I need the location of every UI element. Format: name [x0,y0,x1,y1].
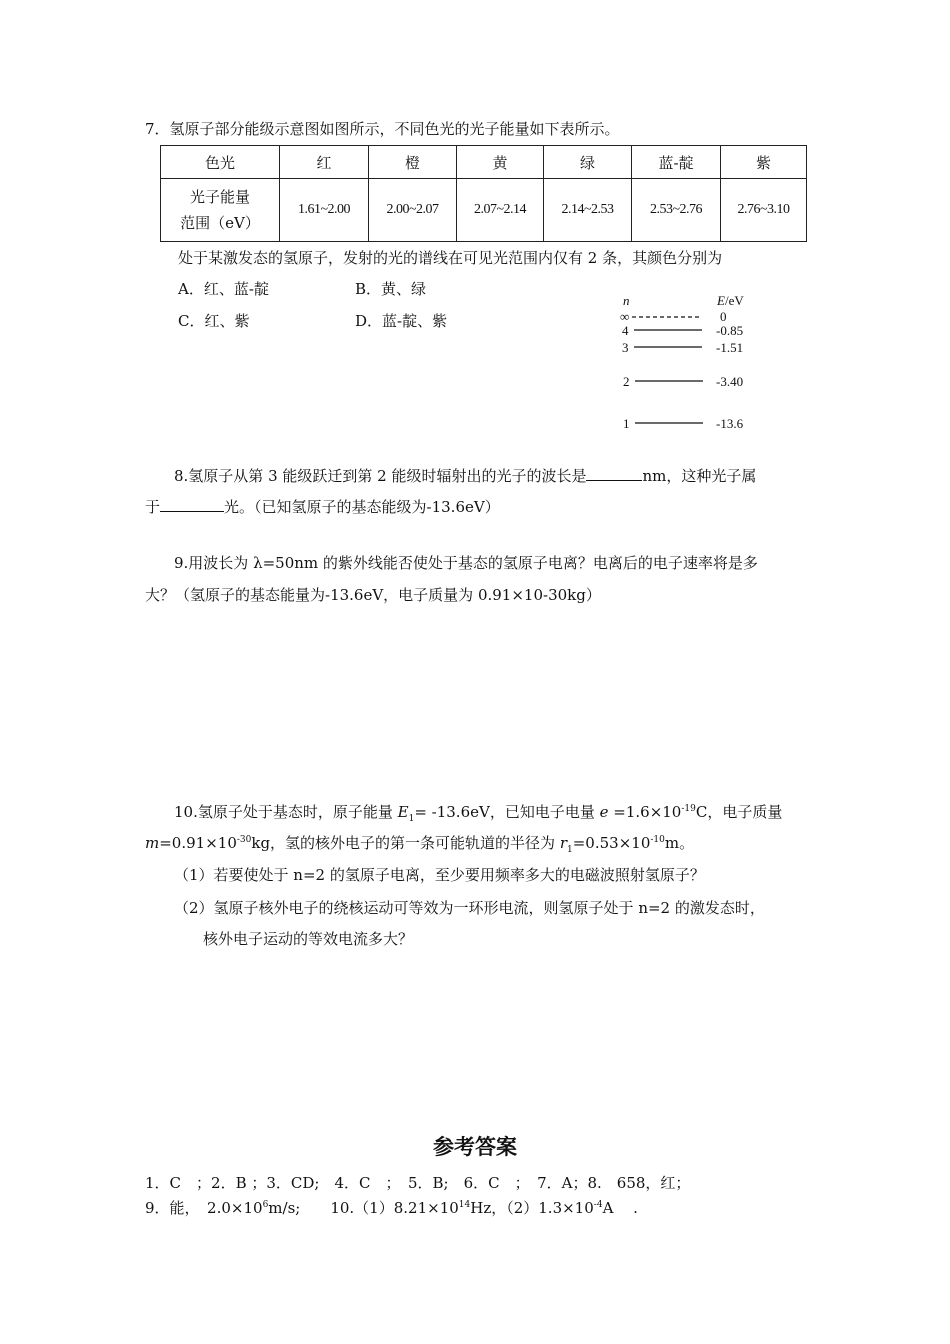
q10-symbol: e [599,803,609,821]
q8-text: 于 [145,498,161,516]
energy-symbol: E [717,293,725,308]
row-label-line: 光子能量 [189,188,250,206]
answer-superscript: 14 [458,1200,471,1210]
q8-line2 [145,497,500,517]
table-cell: 2.07~2.14 [457,179,544,242]
q8-text: 光。（已知氢原子的基态能级为-13.6eV） [224,498,500,516]
table-cell: 2.00~2.07 [369,179,457,242]
q10-symbol: r [559,834,567,852]
q10-line2 [145,833,694,853]
table-cell: 1.61~2.00 [280,179,369,242]
q7-option-d: D．蓝-靛、紫 [355,312,448,330]
q10-symbol: E [397,803,409,821]
level-n-label: 2 [623,374,630,389]
level-energy-label: -13.6 [716,416,744,431]
q10-text: = -13.6eV，已知电子电量 [414,803,600,821]
answer-superscript: 6 [262,1200,269,1210]
q10-superscript: -10 [650,835,665,845]
q10-text: m。 [664,834,695,852]
table-header-cell: 色光 [161,146,280,179]
q10-text: C，电子质量 [695,803,783,821]
level-energy-label: -3.40 [716,374,744,389]
energy-unit: /eV [724,293,744,308]
n-axis-label: n [623,293,630,308]
answers-line2 [145,1198,638,1218]
q10-superscript: -30 [236,835,252,845]
answer-text: 9．能， 2.0×10 [145,1199,263,1217]
answer-text: Hz，（2）1.3×10 [470,1199,594,1217]
q9-line2: 大？（氢原子的基态能量为-13.6eV，电子质量为 0.91×10-30kg） [145,586,601,604]
photon-energy-table [160,145,807,242]
row-label-line: 范围（eV） [180,214,260,232]
level-n-label: ∞ [620,309,630,324]
q7-question: 处于某激发态的氢原子，发射的光的谱线在可见光范围内仅有 2 条，其颜色分别为 [178,249,723,267]
level-energy-label: -0.85 [716,323,744,338]
answers-line1: 1．C ；2．B ；3．CD; 4．C ； 5．B; 6．C ； 7．A；8. 658，红； [145,1174,691,1192]
q7-option-a: A．红、蓝-靛 [178,280,269,298]
q8-line1 [174,466,756,486]
table-header-cell: 红 [280,146,369,179]
answer-text: m/s; 10.（1）8.21×10 [268,1199,459,1217]
q10-symbol: m [145,834,160,852]
q10-sub1: （1）若要使处于 n=2 的氢原子电离，至少要用频率多大的电磁波照射氢原子？ [174,866,705,884]
q10-line1 [174,802,782,822]
level-energy-label: 0 [720,309,727,324]
answers-title: 参考答案 [433,1135,517,1159]
table-cell: 2.76~3.10 [721,179,807,242]
level-n-label: 4 [622,323,629,338]
level-energy-label: -1.51 [716,340,744,355]
table-row-label [161,179,280,242]
q10-superscript: -19 [681,804,696,814]
table-header-cell: 黄 [457,146,544,179]
q10-subscript: 1 [567,845,573,855]
table-cell: 2.14~2.53 [544,179,632,242]
q10-text: 10.氢原子处于基态时，原子能量 [174,803,398,821]
q9-line1: 9.用波长为 λ=50nm 的紫外线能否使处于基态的氢原子电离？电离后的电子速率将是多 [174,554,758,572]
q10-sub2-cont: 核外电子运动的等效电流多大？ [203,930,414,948]
level-n-label: 3 [622,340,629,355]
answer-text: A . [602,1199,638,1217]
q7-option-b: B．黄、绿 [355,280,427,298]
q8-blank-light-type[interactable] [160,497,224,512]
q7-stem: 7．氢原子部分能级示意图如图所示，不同色光的光子能量如下表所示。 [145,120,620,138]
answer-superscript: -4 [593,1200,603,1210]
table-header-cell: 紫 [721,146,807,179]
energy-level-diagram [610,288,760,436]
table-header-row [161,146,807,179]
q10-text: =0.53×10 [572,834,651,852]
q10-sub2: （2）氢原子核外电子的绕核运动可等效为一环形电流，则氢原子处于 n=2 的激发态时， [174,899,765,917]
q10-text: =1.6×10 [608,803,682,821]
q10-subscript: 1 [408,814,415,824]
q8-text: 8.氢原子从第 3 能级跃迁到第 2 能级时辐射出的光子的波长是 [174,467,587,485]
table-header-cell: 蓝-靛 [632,146,721,179]
level-n-label: 1 [623,416,630,431]
q7-option-c: C．红、紫 [178,312,250,330]
energy-axis-label [716,293,744,308]
table-header-cell: 橙 [369,146,457,179]
table-row [161,179,807,242]
table-header-cell: 绿 [544,146,632,179]
q10-text: kg，氢的核外电子的第一条可能轨道的半径为 [251,834,560,852]
q8-text: nm，这种光子属 [642,467,757,485]
q8-blank-wavelength[interactable] [586,466,642,481]
q10-text: =0.91×10 [159,834,237,852]
table-cell: 2.53~2.76 [632,179,721,242]
